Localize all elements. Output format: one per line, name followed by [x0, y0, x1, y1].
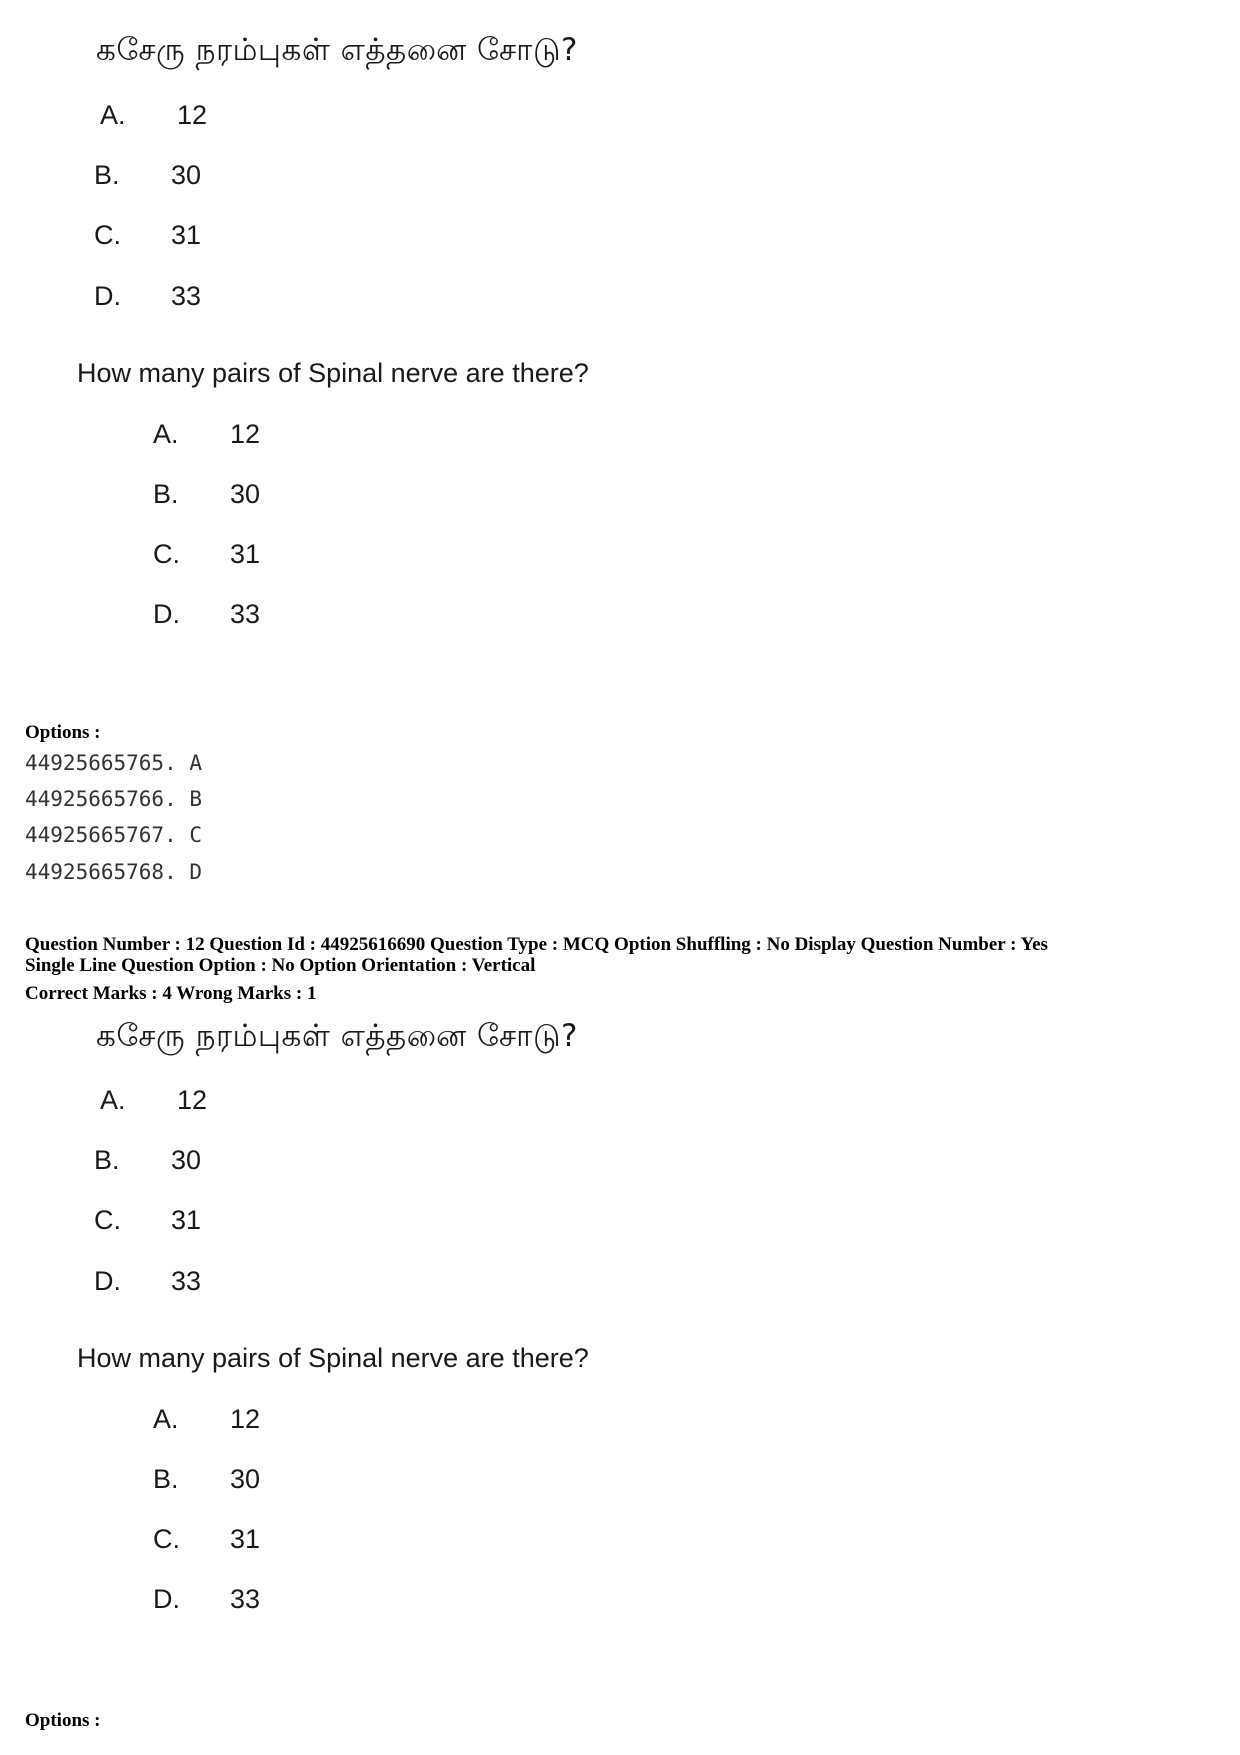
option-letter: B. — [94, 160, 120, 190]
option-letter: A. — [100, 1085, 126, 1115]
option-letter: B. — [94, 1145, 120, 1175]
option-letter: D. — [153, 1584, 180, 1614]
option-id-item: 44925665767. C — [25, 823, 203, 847]
option-value: 33 — [230, 599, 261, 629]
option-value: 12 — [177, 100, 208, 130]
option-value: 33 — [230, 1584, 261, 1614]
option-letter: D. — [94, 281, 121, 311]
tamil-option-b — [94, 160, 201, 191]
option-value: 12 — [230, 1404, 261, 1434]
option-letter: C. — [153, 1524, 180, 1554]
tamil-question-text: கசேரு நரம்புகள் எத்தனை சோடு? — [96, 1018, 578, 1054]
option-letter: C. — [94, 1205, 121, 1235]
option-value: 31 — [230, 539, 261, 569]
options-label: Options : — [25, 722, 101, 743]
option-id-item: 44925665766. B — [25, 787, 203, 811]
option-letter: D. — [94, 1266, 121, 1296]
tamil-option-c — [94, 220, 201, 251]
option-letter: D. — [153, 599, 180, 629]
option-letter: C. — [94, 220, 121, 250]
option-value: 30 — [171, 160, 202, 190]
option-value: 33 — [171, 281, 202, 311]
tamil-question-text: கசேரு நரம்புகள் எத்தனை சோடு? — [96, 32, 578, 68]
tamil-option-d — [94, 281, 201, 312]
tamil-option-d — [94, 1266, 201, 1297]
option-value: 30 — [171, 1145, 202, 1175]
question-meta-line1: Question Number : 12 Question Id : 44925616690 Question Type : MCQ Option Shuffling : No Display Question Number : Yes — [25, 934, 1048, 955]
english-option-a — [153, 1404, 260, 1435]
option-letter: A. — [153, 1404, 179, 1434]
option-value: 30 — [230, 479, 261, 509]
option-value: 12 — [230, 419, 261, 449]
option-letter: B. — [153, 1464, 179, 1494]
tamil-option-a — [100, 100, 207, 131]
option-id-item: 44925665768. D — [25, 860, 203, 884]
option-value: 31 — [171, 220, 202, 250]
question-meta-marks: Correct Marks : 4 Wrong Marks : 1 — [25, 983, 317, 1004]
option-letter: A. — [100, 100, 126, 130]
option-id-item: 44925665765. A — [25, 751, 203, 775]
english-option-b — [153, 1464, 260, 1495]
english-option-b — [153, 479, 260, 510]
english-option-c — [153, 1524, 260, 1555]
tamil-option-b — [94, 1145, 201, 1176]
option-value: 30 — [230, 1464, 261, 1494]
option-letter: C. — [153, 539, 180, 569]
option-value: 12 — [177, 1085, 208, 1115]
english-option-a — [153, 419, 260, 450]
option-value: 31 — [230, 1524, 261, 1554]
english-option-d — [153, 599, 260, 630]
option-value: 33 — [171, 1266, 202, 1296]
tamil-option-a — [100, 1085, 207, 1116]
question-meta-line2: Single Line Question Option : No Option Orientation : Vertical — [25, 955, 536, 976]
tamil-option-c — [94, 1205, 201, 1236]
option-letter: A. — [153, 419, 179, 449]
options-label: Options : — [25, 1710, 101, 1731]
english-question-text: How many pairs of Spinal nerve are there? — [77, 358, 589, 388]
english-question-text: How many pairs of Spinal nerve are there? — [77, 1343, 589, 1373]
english-option-c — [153, 539, 260, 570]
option-letter: B. — [153, 479, 179, 509]
english-option-d — [153, 1584, 260, 1615]
option-value: 31 — [171, 1205, 202, 1235]
